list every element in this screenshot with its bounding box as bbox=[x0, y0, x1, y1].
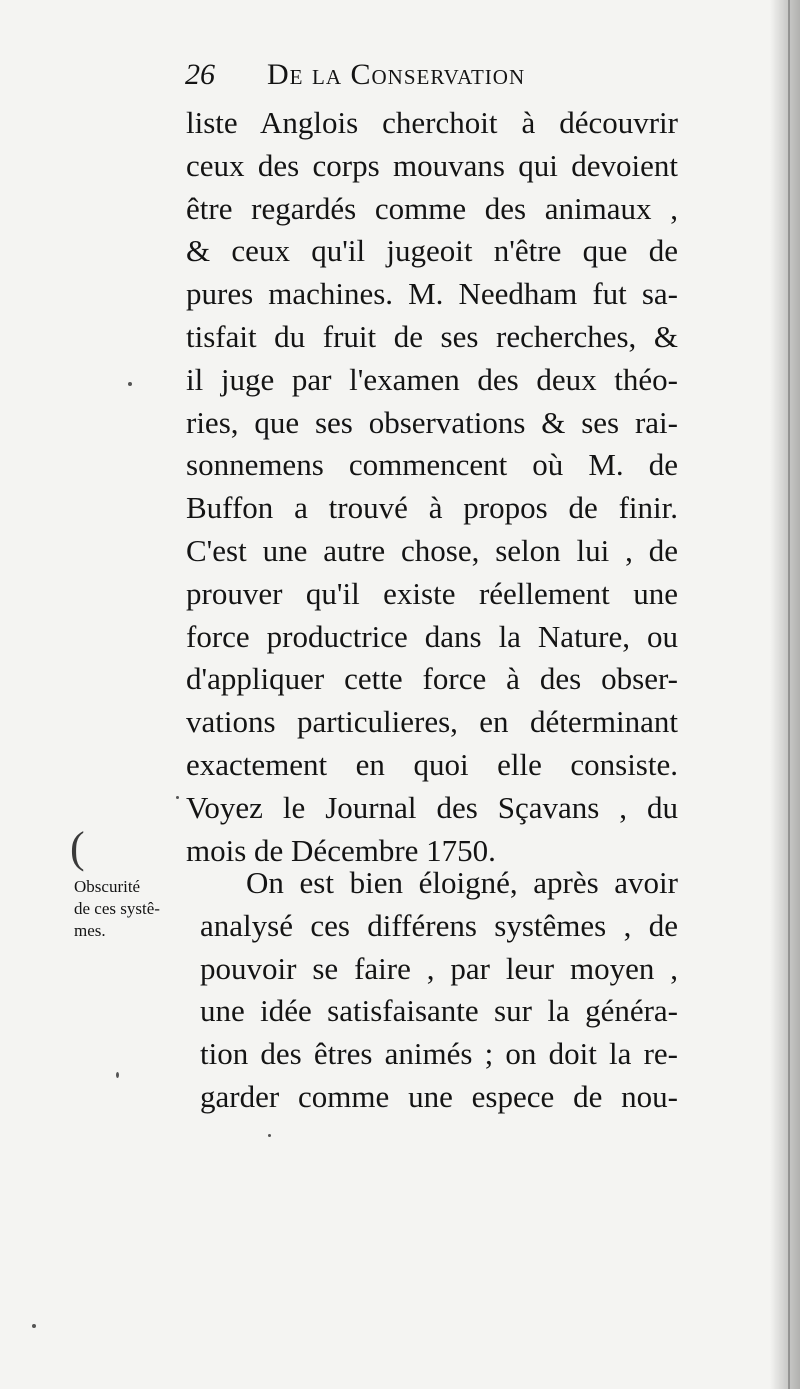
text-line: être regardés comme des animaux , bbox=[186, 190, 678, 226]
paper-speck bbox=[116, 1072, 119, 1078]
text-line: tisfait du fruit de ses recherches, & bbox=[186, 318, 678, 354]
margin-note-line: Obscurité bbox=[74, 877, 141, 896]
text-line: pouvoir se faire , par leur moyen , bbox=[200, 950, 678, 986]
text-line: prouver qu'il existe réellement une bbox=[186, 575, 678, 611]
text-line: pures machines. M. Needham fut sa- bbox=[186, 276, 678, 312]
paragraph-2 bbox=[200, 862, 678, 1119]
margin-note bbox=[74, 876, 192, 942]
text-line: On est bien éloigné, après avoir bbox=[246, 865, 678, 900]
text-line: d'appliquer cette force à des obser- bbox=[186, 661, 678, 697]
running-head: De la Conservation bbox=[267, 58, 526, 91]
text-line: Buffon a trouvé à propos de finir. bbox=[186, 490, 678, 526]
page-edge-line bbox=[788, 0, 790, 1389]
text-line: C'est une autre chose, selon lui , de bbox=[186, 532, 678, 568]
text-line: sonnemens commencent où M. de bbox=[186, 447, 678, 483]
paper-speck bbox=[176, 796, 179, 799]
margin-note-line: mes. bbox=[74, 921, 106, 940]
margin-bracket-mark: ( bbox=[70, 823, 85, 872]
text-line: mois de Décembre 1750. bbox=[186, 832, 496, 868]
text-line: il juge par l'examen des deux théo- bbox=[186, 361, 678, 397]
text-line: Voyez le Journal des Sçavans , du bbox=[186, 789, 678, 825]
paper-speck bbox=[128, 382, 132, 386]
text-line: force productrice dans la Nature, ou bbox=[186, 618, 678, 654]
text-line: ceux des corps mouvans qui devoient bbox=[186, 147, 678, 183]
paragraph-1 bbox=[186, 102, 678, 872]
page-number: 26 bbox=[185, 58, 215, 91]
text-line: garder comme une espece de nou- bbox=[200, 1078, 678, 1114]
text-line: tion des êtres animés ; on doit la re- bbox=[200, 1036, 678, 1072]
paper-speck bbox=[268, 1134, 271, 1137]
margin-note-line: de ces systê- bbox=[74, 899, 160, 918]
paper-speck bbox=[32, 1324, 36, 1328]
text-line: liste Anglois cherchoit à découvrir bbox=[186, 105, 678, 140]
text-line: ries, que ses observations & ses rai- bbox=[186, 404, 678, 440]
text-line: analysé ces différens systêmes , de bbox=[200, 907, 678, 943]
text-line: une idée satisfaisante sur la généra- bbox=[200, 993, 678, 1029]
text-line: vations particulieres, en déterminant bbox=[186, 704, 678, 740]
page-edge-shadow bbox=[770, 0, 800, 1389]
text-line: exactement en quoi elle consiste. bbox=[186, 746, 678, 782]
page-header bbox=[185, 52, 605, 92]
text-line: & ceux qu'il jugeoit n'être que de bbox=[186, 233, 678, 269]
